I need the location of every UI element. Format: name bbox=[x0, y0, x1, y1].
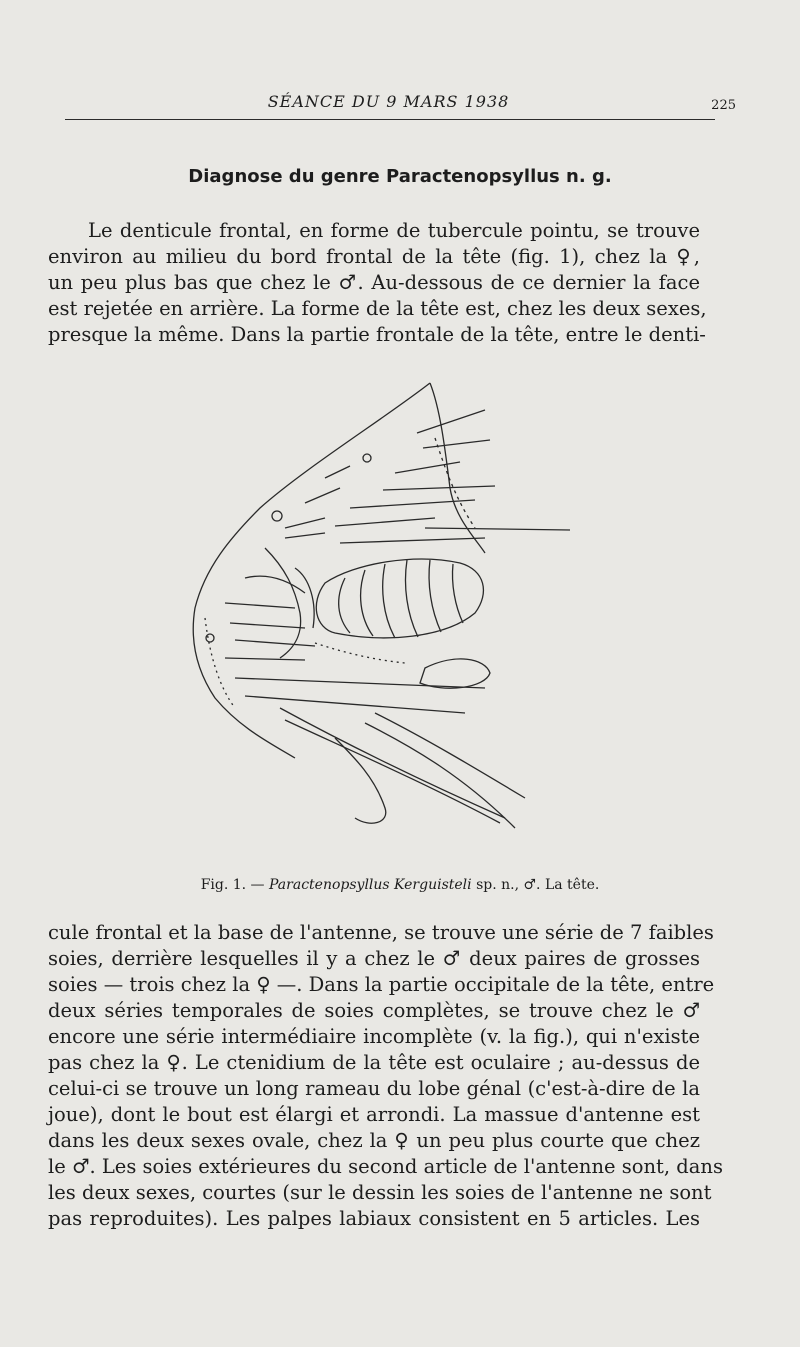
page-number: 225 bbox=[711, 98, 736, 113]
text-line: les deux sexes, courtes (sur le dessin les soies de l'antenne ne sont bbox=[48, 1181, 712, 1204]
text-line: environ au milieu du bord frontal de la tête (fig. 1), chez la ♀, bbox=[48, 245, 700, 268]
text-line: pas reproduites). Les palpes labiaux consistent en 5 articles. Les bbox=[48, 1207, 700, 1230]
text-line: le ♂. Les soies extérieures du second article de l'antenne sont, dans bbox=[48, 1155, 723, 1178]
caption-prefix: Fig. 1. — bbox=[200, 877, 265, 893]
caption-species: Paractenopsyllus Kerguisteli bbox=[269, 877, 472, 893]
text-line: soies — trois chez la ♀ —. Dans la partie occipitale de la tête, entre bbox=[48, 973, 715, 996]
header-title: SÉANCE DU 9 MARS 1938 bbox=[267, 92, 510, 111]
text-line: est rejetée en arrière. La forme de la tête est, chez les deux sexes, bbox=[48, 297, 707, 320]
figure-caption bbox=[0, 877, 800, 893]
flea-head-illustration bbox=[185, 378, 575, 838]
text-line: encore une série intermédiaire incomplète (v. la fig.), qui n'existe bbox=[48, 1025, 700, 1048]
text-line: soies, derrière lesquelles il y a chez le ♂ deux paires de grosses bbox=[48, 947, 700, 970]
text-line: celui-ci se trouve un long rameau du lobe génal (c'est-à-dire de la bbox=[48, 1077, 700, 1100]
text-line: cule frontal et la base de l'antenne, se trouve une série de 7 faibles bbox=[48, 921, 714, 944]
text-line: pas chez la ♀. Le ctenidium de la tête est oculaire ; au-dessus de bbox=[48, 1051, 700, 1074]
text-line: dans les deux sexes ovale, chez la ♀ un peu plus courte que chez bbox=[48, 1129, 700, 1152]
text-line: Le denticule frontal, en forme de tubercule pointu, se trouve bbox=[88, 219, 700, 242]
running-header bbox=[65, 92, 736, 116]
text-line: deux séries temporales de soies complètes, se trouve chez le ♂ bbox=[48, 999, 700, 1022]
paragraph-2 bbox=[48, 920, 723, 1232]
paragraph-1 bbox=[48, 218, 707, 348]
text-line: un peu plus bas que chez le ♂. Au-dessous de ce dernier la face bbox=[48, 271, 700, 294]
section-title: Diagnose du genre Paractenopsyllus n. g. bbox=[188, 166, 612, 187]
text-line: presque la même. Dans la partie frontale de la tête, entre le denti- bbox=[48, 323, 706, 346]
header-rule bbox=[65, 119, 715, 120]
caption-suffix: sp. n., ♂. La tête. bbox=[476, 877, 600, 893]
text-line: joue), dont le bout est élargi et arrondi. La massue d'antenne est bbox=[48, 1103, 700, 1126]
